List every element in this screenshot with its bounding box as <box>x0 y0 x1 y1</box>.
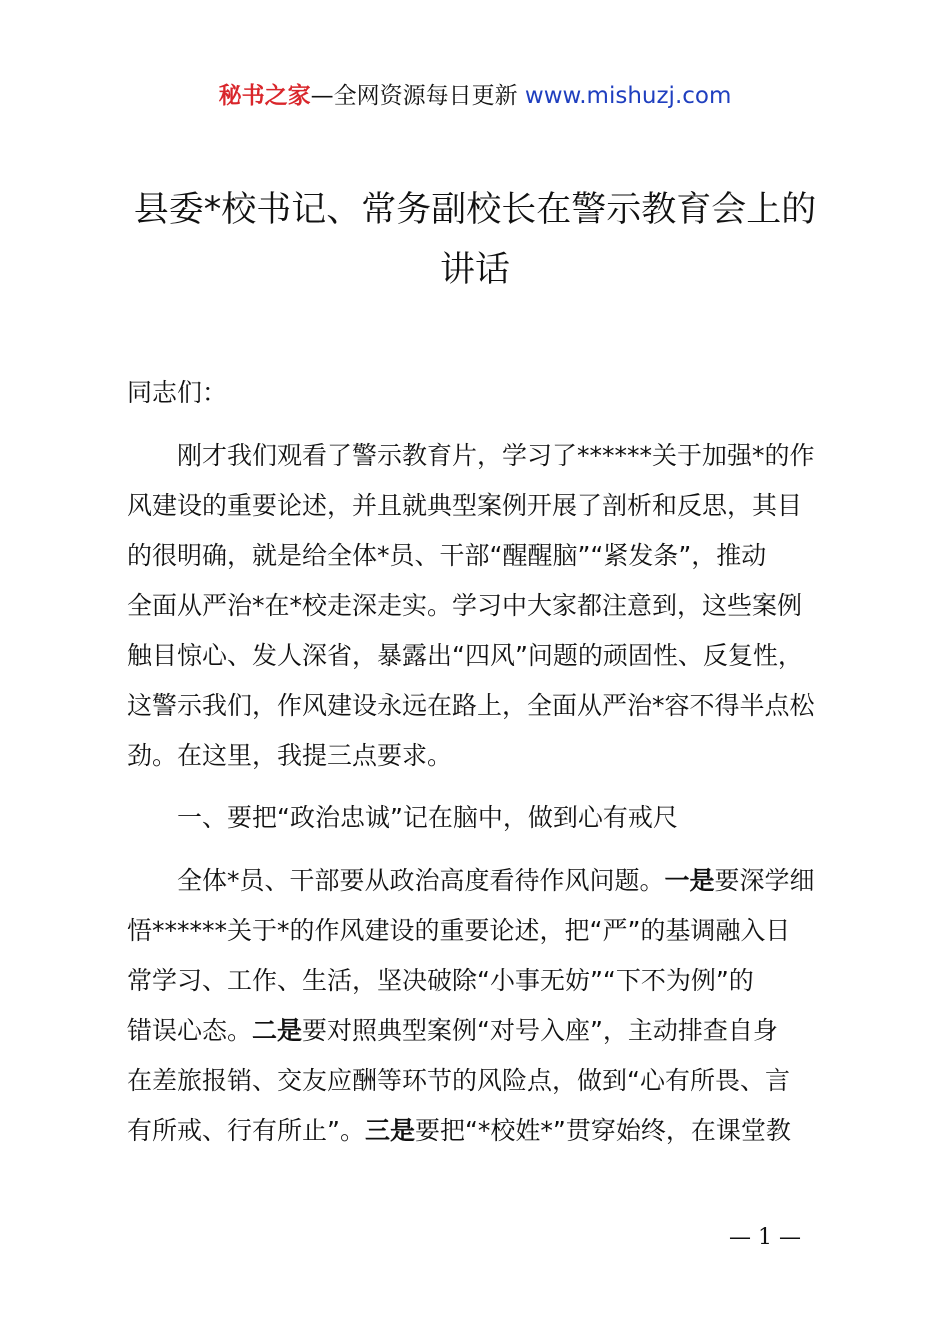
section-heading-1: 一、要把“政治忠诚”记在脑中，做到心有戒尺 <box>177 803 678 832</box>
line-text: 要深学细 <box>714 866 815 895</box>
site-url-link[interactable]: www.mishuzj.com <box>524 83 732 109</box>
line-text: 全体*员、干部要从政治高度看待作风问题。 <box>177 866 665 895</box>
title-line-1: 县委*校书记、常务副校长在警示教育会上的 <box>133 190 817 230</box>
paragraph-line: 劲。在这里，我提三点要求。 <box>127 741 453 770</box>
title-line-2: 讲话 <box>439 250 510 290</box>
paragraph-line: 全面从严治*在*校走深走实。学习中大家都注意到，这些案例 <box>127 591 803 620</box>
paragraph-line: 在差旅报销、交友应酬等环节的风险点，做到“心有所畏、言 <box>127 1066 790 1095</box>
document-title <box>100 180 850 300</box>
banner-tagline: —全网资源每日更新 <box>310 83 525 109</box>
paragraph-line: 的很明确，就是给全体*员、干部“醒醒脑”“紧发条”，推动 <box>127 541 767 570</box>
paragraph-intro <box>127 431 857 781</box>
emphasis-third: 三是 <box>364 1116 415 1145</box>
salutation: 同志们： <box>127 378 228 407</box>
paragraph-line: 触目惊心、发人深省，暴露出“四风”问题的顽固性、反复性， <box>127 641 803 670</box>
site-banner <box>0 80 950 112</box>
paragraph-line <box>127 1106 857 1156</box>
paragraph-section-1 <box>127 856 857 1156</box>
emphasis-second: 二是 <box>252 1016 303 1045</box>
emphasis-first: 一是 <box>664 866 715 895</box>
line-text: 要把“*校姓*”贯穿始终，在课堂教 <box>414 1116 791 1145</box>
paragraph-line: 常学习、工作、生活，坚决破除“小事无妨”“下不为例”的 <box>127 966 754 995</box>
paragraph-line <box>127 1006 857 1056</box>
line-text: 有所戒、行有所止”。 <box>127 1116 365 1145</box>
paragraph-line <box>127 856 857 906</box>
line-text: 要对照典型案例“对号入座”，主动排查自身 <box>302 1016 778 1045</box>
brand-name: 秘书之家 <box>218 83 311 109</box>
page-number: — 1 — <box>729 1225 801 1250</box>
paragraph-line: 悟******关于*的作风建设的重要论述，把“严”的基调融入日 <box>127 916 791 945</box>
paragraph-line: 风建设的重要论述，并且就典型案例开展了剖析和反思，其目 <box>127 491 803 520</box>
paragraph-line: 这警示我们，作风建设永远在路上，全面从严治*容不得半点松 <box>127 691 815 720</box>
line-text: 错误心态。 <box>127 1016 253 1045</box>
paragraph-line: 刚才我们观看了警示教育片，学习了******关于加强*的作 <box>177 441 815 470</box>
